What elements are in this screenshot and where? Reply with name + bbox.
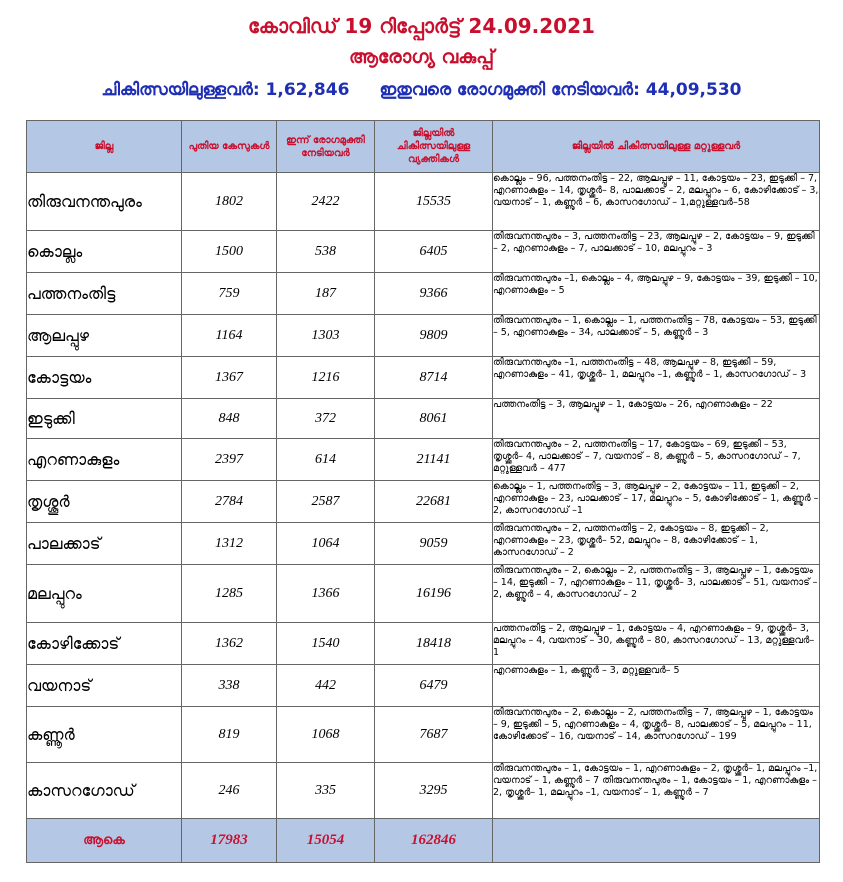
col-header-under-treatment: ജില്ലയിൽ ചികിത്സയിലുള്ള വ്യക്തികൾ (375, 121, 493, 173)
under-treatment: 21141 (375, 439, 493, 481)
recovered-today: 1366 (277, 565, 375, 623)
col-header-recovered-today: ഇന്ന് രോഗമുക്തി നേടിയവർ (277, 121, 375, 173)
under-treatment: 8714 (375, 357, 493, 399)
recovered-today: 538 (277, 231, 375, 273)
recovered-today: 1068 (277, 707, 375, 763)
table-row (27, 357, 820, 399)
district-name: പാലക്കാട് (27, 523, 182, 565)
under-treatment: 6405 (375, 231, 493, 273)
total-recovered-today: 15054 (277, 819, 375, 863)
new-cases: 338 (182, 665, 277, 707)
new-cases: 1164 (182, 315, 277, 357)
recovered-today: 1303 (277, 315, 375, 357)
district-name: തിരുവനന്തപുരം (27, 173, 182, 231)
under-treatment: 9059 (375, 523, 493, 565)
others-breakdown: പത്തനംതിട്ട – 3, ആലപ്പുഴ – 1, കോട്ടയം – 26, എറണാകുളം – 22 (493, 399, 820, 439)
recovered-today: 372 (277, 399, 375, 439)
table-row (27, 399, 820, 439)
new-cases: 819 (182, 707, 277, 763)
table-row (27, 763, 820, 819)
district-name: കൊല്ലം (27, 231, 182, 273)
col-header-new-cases: പുതിയ കേസുകൾ (182, 121, 277, 173)
total-under-treatment: 162846 (375, 819, 493, 863)
under-treatment: 7687 (375, 707, 493, 763)
recovered-today: 1540 (277, 623, 375, 665)
others-breakdown: തിരുവനന്തപുരം –1, പത്തനംതിട്ട – 48, ആലപ്പുഴ – 8, ഇടുക്കി – 59, എറണാകുളം – 41, തൃശ്ശൂർ– 1, മലപ്പുറം –1, കണ്ണൂർ – 1, കാസറഗോഡ് – 3 (493, 357, 820, 399)
new-cases: 246 (182, 763, 277, 819)
others-breakdown: തിരുവനന്തപുരം – 2, പത്തനംതിട്ട – 17, കോട്ടയം – 69, ഇടുക്കി – 53, തൃശ്ശൂർ– 4, പാലക്കാട് – 7, വയനാട് – 8, കണ്ണൂർ – 5, കാസറഗോഡ് – 7, മറ്റുള്ളവർ – 477 (493, 439, 820, 481)
table-row (27, 481, 820, 523)
others-breakdown: തിരുവനന്തപുരം – 2, കൊല്ലം – 2, പത്തനംതിട്ട – 7, ആലപ്പുഴ – 1, കോട്ടയം – 9, ഇടുക്കി – 5, എറണാകുളം – 4, തൃശ്ശൂർ– 8, പാലക്കാട് – 5, മലപ്പുറം – 11, കോഴിക്കോട് – 16, വയനാട് – 14, കാസറഗോഡ് – 199 (493, 707, 820, 763)
under-treatment: 3295 (375, 763, 493, 819)
district-name: തൃശ്ശൂർ (27, 481, 182, 523)
table-row (27, 707, 820, 763)
new-cases: 1285 (182, 565, 277, 623)
covid-district-table (26, 120, 820, 863)
others-breakdown: കൊല്ലം – 1, പത്തനംതിട്ട – 3, ആലപ്പുഴ – 2, കോട്ടയം – 11, ഇടുക്കി – 2, എറണാകുളം – 23, പാലക്കാട് – 17, മലപ്പുറം – 5, കോഴിക്കോട് – 1, കണ്ണൂർ – 2, കാസറഗോഡ് –1 (493, 481, 820, 523)
district-name: ആലപ്പുഴ (27, 315, 182, 357)
recovered-today: 442 (277, 665, 375, 707)
new-cases: 1500 (182, 231, 277, 273)
under-treatment: 16196 (375, 565, 493, 623)
under-treatment: 8061 (375, 399, 493, 439)
others-breakdown: കൊല്ലം – 96, പത്തനംതിട്ട – 22, ആലപ്പുഴ – 11, കോട്ടയം – 23, ഇടുക്കി – 7, എറണാകുളം – 14, തൃശ്ശൂർ– 8, പാലക്കാട് – 2, മലപ്പുറം – 6, കോഴിക്കോട് – 3, വയനാട് – 1, കണ്ണൂർ – 6, കാസറഗോഡ് – 1,മറ്റുള്ളവർ–58 (493, 173, 820, 231)
table-row (27, 231, 820, 273)
district-name: ഇടുക്കി (27, 399, 182, 439)
new-cases: 2397 (182, 439, 277, 481)
district-name: കോഴിക്കോട് (27, 623, 182, 665)
table-row (27, 439, 820, 481)
table-row (27, 665, 820, 707)
district-name: കണ്ണൂർ (27, 707, 182, 763)
recovered-today: 1216 (277, 357, 375, 399)
recovered-today: 2422 (277, 173, 375, 231)
under-treatment: 9809 (375, 315, 493, 357)
under-treatment: 9366 (375, 273, 493, 315)
new-cases: 759 (182, 273, 277, 315)
recovered-today: 187 (277, 273, 375, 315)
recovered-today: 335 (277, 763, 375, 819)
total-row (27, 819, 820, 863)
others-breakdown: എറണാകുളം – 1, കണ്ണൂർ – 3, മറ്റുള്ളവർ– 5 (493, 665, 820, 707)
others-breakdown: പത്തനംതിട്ട – 2, ആലപ്പുഴ – 1, കോട്ടയം – 4, എറണാകുളം – 9, തൃശ്ശൂർ– 3, മലപ്പുറം – 4, വയനാട് – 30, കണ്ണൂർ – 80, കാസറഗോഡ് – 13, മറ്റുള്ളവർ– 1 (493, 623, 820, 665)
total-label: ആകെ (27, 819, 182, 863)
new-cases: 1312 (182, 523, 277, 565)
summary-stats (0, 80, 843, 100)
recovered-so-far-total: ഇതുവരെ രോഗമുക്തി നേടിയവർ: 44,09,530 (379, 80, 742, 100)
new-cases: 1362 (182, 623, 277, 665)
table-row (27, 523, 820, 565)
new-cases: 848 (182, 399, 277, 439)
others-breakdown: തിരുവനന്തപുരം – 1, കോട്ടയം – 1, എറണാകുളം – 2, തൃശ്ശൂർ– 1, മലപ്പുറം –1, വയനാട് – 1, കണ്ണൂർ – 7 തിരുവനന്തപുരം – 1, കോട്ടയം – 1, എറണാകുളം – 2, തൃശ്ശൂർ– 1, മലപ്പുറം –1, വയനാട് – 1, കണ്ണൂർ – 7 (493, 763, 820, 819)
district-name: എറണാകുളം (27, 439, 182, 481)
department-subtitle: ആരോഗ്യ വകുപ്പ് (348, 46, 495, 68)
total-others-empty (493, 819, 820, 863)
recovered-today: 614 (277, 439, 375, 481)
others-breakdown: തിരുവനന്തപുരം –1, കൊല്ലം – 4, ആലപ്പുഴ – 9, കോട്ടയം – 39, ഇടുക്കി – 10, എറണാകുളം – 5 (493, 273, 820, 315)
under-treatment: 15535 (375, 173, 493, 231)
recovered-today: 2587 (277, 481, 375, 523)
district-name: പത്തനംതിട്ട (27, 273, 182, 315)
table-header-row (27, 121, 820, 173)
district-name: വയനാട് (27, 665, 182, 707)
table-row (27, 623, 820, 665)
new-cases: 1367 (182, 357, 277, 399)
table-row (27, 315, 820, 357)
page-title: കോവിഡ് 19 റിപ്പോർട്ട് 24.09.2021 (248, 14, 595, 38)
new-cases: 2784 (182, 481, 277, 523)
others-breakdown: തിരുവനന്തപുരം – 1, കൊല്ലം – 1, പത്തനംതിട്ട – 78, കോട്ടയം – 53, ഇടുക്കി – 5, എറണാകുളം – 34, പാലക്കാട് – 5, കണ്ണൂർ – 3 (493, 315, 820, 357)
under-treatment: 22681 (375, 481, 493, 523)
others-breakdown: തിരുവനന്തപുരം – 3, പത്തനംതിട്ട – 23, ആലപ്പുഴ – 2, കോട്ടയം – 9, ഇടുക്കി – 2, എറണാകുളം – 7, പാലക്കാട് – 10, മലപ്പുറം – 3 (493, 231, 820, 273)
table-row (27, 565, 820, 623)
others-breakdown: തിരുവനന്തപുരം – 2, കൊല്ലം – 2, പത്തനംതിട്ട – 3, ആലപ്പുഴ – 1, കോട്ടയം – 14, ഇടുക്കി – 7, എറണാകുളം – 11, തൃശ്ശൂർ– 3, പാലക്കാട് – 51, വയനാട് – 2, കണ്ണൂർ – 4, കാസറഗോഡ് – 2 (493, 565, 820, 623)
recovered-today: 1064 (277, 523, 375, 565)
table-row (27, 173, 820, 231)
district-name: കാസറഗോഡ് (27, 763, 182, 819)
col-header-district: ജില്ല (27, 121, 182, 173)
under-treatment-total: ചികിത്സയിലുള്ളവർ: 1,62,846 (101, 80, 350, 100)
district-name: കോട്ടയം (27, 357, 182, 399)
district-name: മലപ്പുറം (27, 565, 182, 623)
total-new-cases: 17983 (182, 819, 277, 863)
others-breakdown: തിരുവനന്തപുരം – 2, പത്തനംതിട്ട – 2, കോട്ടയം – 8, ഇടുക്കി – 2, എറണാകുളം – 23, തൃശ്ശൂർ– 52, മലപ്പുറം – 8, കോഴിക്കോട് – 1, കാസറഗോഡ് – 2 (493, 523, 820, 565)
under-treatment: 6479 (375, 665, 493, 707)
table-row (27, 273, 820, 315)
col-header-others: ജില്ലയിൽ ചികിത്സയിലുള്ള മറ്റുള്ളവർ (493, 121, 820, 173)
table-body (27, 173, 820, 863)
new-cases: 1802 (182, 173, 277, 231)
under-treatment: 18418 (375, 623, 493, 665)
